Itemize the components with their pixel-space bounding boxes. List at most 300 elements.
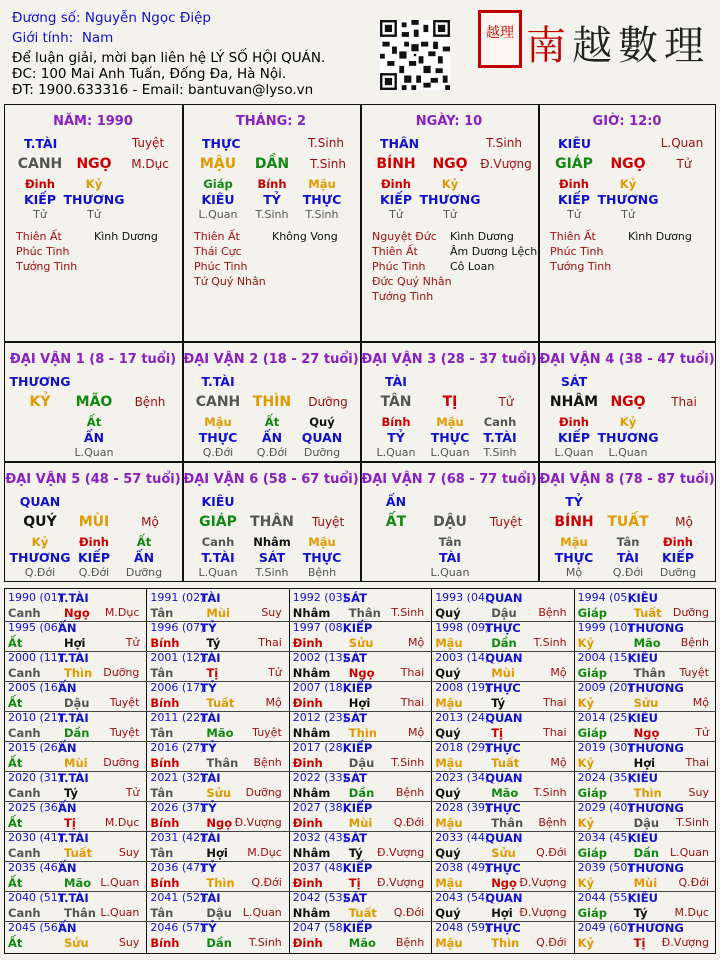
year-stage: Đ.Vượng (519, 906, 567, 919)
year-stem: Bính (150, 756, 180, 770)
address-line: ĐC: 100 Mai Anh Tuấn, Đống Đa, Hà Nội. (12, 66, 287, 82)
year-label: 2014 (25) (577, 711, 632, 724)
hidden-stage: T.Sinh (305, 208, 339, 221)
year-cell (6, 801, 145, 831)
dai-van-hidden-stem: Canh (483, 415, 517, 429)
year-god: THỰC (485, 741, 521, 755)
year-stage: Tuyệt (679, 666, 709, 679)
year-label: 1994 (05) (577, 591, 632, 604)
year-cell (576, 891, 715, 921)
year-stage: T.Sinh (391, 756, 425, 769)
year-label: 2005 (16) (8, 681, 63, 694)
year-god: QUAN (485, 891, 523, 905)
year-god: TÀI (200, 771, 221, 785)
year-branch: Tuất (491, 756, 520, 770)
year-god: SÁT (342, 831, 367, 845)
year-cell (291, 891, 430, 921)
dai-van-hidden-stage: Q.Đới (256, 446, 288, 459)
hidden-stem: Giáp (203, 177, 233, 191)
dai-van-hidden-stage: Bệnh (307, 566, 337, 579)
dai-van-hidden-god: ẤN (261, 430, 283, 445)
year-god: T.TÀI (58, 591, 89, 605)
dai-van-hidden-god: ẤN (83, 430, 105, 445)
dai-van-stage: Mộ (141, 515, 159, 529)
year-god: THỰC (485, 921, 521, 935)
year-branch: Dần (348, 786, 375, 800)
year-stem: Tân (150, 906, 174, 920)
dai-van-hidden-stage: Q.Đới (78, 566, 110, 579)
hidden-god: THƯƠNG (419, 192, 481, 207)
pillar-title: GIỜ: 12:0 (592, 114, 662, 129)
year-label: 1991 (02) (150, 591, 205, 604)
logo (478, 10, 710, 80)
year-cell (148, 711, 287, 741)
year-label: 2007 (18) (292, 681, 347, 694)
dai-van-stem: KỶ (29, 394, 51, 410)
year-stage: L.Quan (670, 846, 709, 859)
year-branch: Thìn (348, 726, 377, 740)
star-left: Phúc Tinh (550, 245, 604, 258)
dai-van-god: TÀI (385, 374, 407, 389)
year-cell (576, 651, 715, 681)
hidden-stem: Kỷ (619, 177, 637, 191)
year-cell (433, 831, 572, 861)
year-cell (433, 891, 572, 921)
year-stage: Tử (125, 636, 140, 649)
year-branch: Tị (348, 876, 361, 890)
pillar-stage: Tử (676, 157, 692, 171)
year-branch: Tý (491, 696, 506, 710)
year-stage: Tử (125, 786, 140, 799)
year-stage: T.Sinh (533, 636, 567, 649)
dai-van-branch: THÌN (252, 394, 292, 410)
dai-van-hidden-god: THỰC (430, 430, 470, 445)
year-stem: Đinh (292, 696, 323, 710)
year-label: 2017 (28) (292, 741, 347, 754)
year-stage: M.Dục (247, 846, 282, 859)
dai-van-title: ĐẠI VẬN 7 (68 - 77 tuổi) (361, 472, 537, 487)
dai-van-stem: ẤT (385, 514, 407, 530)
year-stage: Tuyệt (109, 726, 140, 739)
year-cell (148, 801, 287, 831)
year-cell (576, 681, 715, 711)
year-cell (433, 621, 572, 651)
dai-van-stem: QUÝ (23, 514, 57, 530)
year-god: THỰC (485, 861, 521, 875)
year-stage: Tử (695, 726, 709, 739)
dai-van-stage: Mộ (675, 515, 693, 529)
year-stem: Canh (8, 666, 41, 680)
year-cell (148, 651, 287, 681)
year-stem: Đinh (292, 756, 323, 770)
year-cell (433, 861, 572, 891)
year-branch: Sửu (206, 786, 232, 800)
pillar-title: THÁNG: 2 (235, 114, 307, 129)
year-stem: Ất (8, 816, 23, 830)
dai-van-hidden-stem: Bính (381, 415, 411, 429)
year-stem: Ất (8, 936, 23, 950)
year-label: 1992 (03) (292, 591, 347, 604)
hidden-stage: Tử (567, 208, 581, 221)
year-god: THƯƠNG (627, 621, 684, 635)
year-cell (6, 831, 145, 861)
hidden-god: KIẾP (379, 192, 413, 207)
year-label: 2031 (42) (150, 831, 205, 844)
year-branch: Dần (206, 936, 232, 950)
year-stem: Tân (150, 846, 174, 860)
year-cell (576, 591, 715, 621)
year-branch: Dậu (206, 906, 232, 920)
hidden-god: THƯƠNG (597, 192, 659, 207)
year-label: 2035 (46) (8, 861, 63, 874)
year-cell (148, 831, 287, 861)
dai-van-hidden-god: THƯƠNG (597, 430, 659, 445)
year-label: 2048 (59) (435, 921, 490, 934)
year-branch: Tuất (348, 906, 377, 920)
year-branch: Thân (633, 666, 666, 680)
star-right: Kình Dương (628, 230, 692, 243)
year-branch: Dậu (64, 696, 90, 710)
dai-van-branch: DẬU (433, 514, 467, 530)
year-stage: Mộ (407, 726, 425, 739)
pillar-stem-god: KIÊU (558, 136, 592, 151)
dai-van-title: ĐẠI VẬN 8 (78 - 87 tuổi) (539, 472, 715, 487)
year-label: 2000 (11) (8, 651, 63, 664)
dai-van-hidden-stem: Kỷ (619, 415, 637, 429)
year-label: 2036 (47) (150, 861, 205, 874)
year-stem: Quý (435, 846, 461, 860)
pillar-branch: NGỌ (76, 156, 112, 172)
year-branch: Thìn (633, 786, 662, 800)
year-god: QUAN (485, 651, 523, 665)
year-branch: Tuất (64, 846, 93, 860)
dai-van-title: ĐẠI VẬN 5 (48 - 57 tuổi) (5, 472, 181, 487)
year-label: 2038 (49) (435, 861, 490, 874)
dai-van-stem: CANH (195, 394, 241, 410)
hidden-stem: Kỷ (85, 177, 103, 191)
year-branch: Tuất (206, 696, 235, 710)
year-god: KIÊU (627, 591, 658, 605)
year-label: 2043 (54) (435, 891, 490, 904)
year-branch: Mùi (491, 666, 515, 680)
year-stem: Kỷ (577, 876, 595, 890)
dai-van-stem: TÂN (380, 394, 412, 410)
year-cell (576, 741, 715, 771)
year-stem: Nhâm (292, 846, 331, 860)
year-branch: Hợi (491, 906, 513, 920)
year-god: THƯƠNG (627, 681, 684, 695)
year-label: 1999 (10) (577, 621, 632, 634)
year-god: TÀI (200, 651, 221, 665)
dai-van-hidden-stage: L.Quan (74, 446, 114, 459)
year-branch: Thân (206, 756, 239, 770)
year-branch: Ngọ (64, 606, 90, 620)
year-stage: Thai (685, 756, 709, 769)
year-stem: Quý (435, 906, 461, 920)
year-branch: Sửu (491, 846, 516, 860)
hidden-stage: Tử (33, 208, 47, 221)
dai-van-stage: Tuyệt (489, 515, 523, 529)
year-stage: Q.Đới (536, 936, 567, 949)
year-stage: Tuyệt (252, 726, 282, 739)
dai-van-title: ĐẠI VẬN 4 (38 - 47 tuổi) (539, 352, 715, 367)
year-stem: Kỷ (577, 816, 595, 830)
year-stage: Bệnh (538, 606, 567, 619)
year-stage: M.Dục (104, 816, 140, 829)
year-branch: Dần (633, 846, 660, 860)
year-branch: Mùi (206, 606, 230, 620)
year-branch: Sửu (633, 696, 659, 710)
dai-van-stage: Tuyệt (311, 515, 345, 529)
year-stage: Dưỡng (103, 666, 140, 679)
year-label: 2034 (45) (577, 831, 632, 844)
dai-van-stage: Tử (498, 395, 514, 409)
year-cell (6, 591, 145, 621)
year-god: T.TÀI (58, 651, 89, 665)
year-label: 2009 (20) (577, 681, 632, 694)
year-stage: T.Sinh (676, 816, 709, 829)
year-god: KIẾP (342, 861, 373, 875)
year-cell (6, 621, 145, 651)
dai-van-hidden-stem: Mậu (436, 415, 464, 429)
pillar-stem-god: THÂN (380, 136, 420, 151)
year-label: 2030 (41) (8, 831, 63, 844)
year-cell (6, 771, 145, 801)
logo-text: 南越數理 (526, 23, 710, 69)
year-stem: Giáp (577, 726, 607, 740)
year-label: 2021 (32) (150, 771, 205, 784)
hidden-god: THỰC (302, 192, 342, 207)
year-branch: Hợi (633, 756, 656, 770)
year-label: 2016 (27) (150, 741, 205, 754)
year-label: 2040 (51) (8, 891, 63, 904)
year-branch: Thìn (491, 936, 520, 950)
year-branch: Thìn (64, 666, 93, 680)
year-stage: Mộ (550, 666, 567, 679)
dai-van-hidden-god: KIẾP (557, 430, 591, 445)
pillar-title: NGÀY: 10 (415, 114, 483, 129)
year-stem: Nhâm (292, 666, 331, 680)
year-stem: Đinh (292, 936, 323, 950)
year-cell (6, 651, 145, 681)
year-label: 2049 (60) (577, 921, 632, 934)
star-right: Không Vong (272, 230, 338, 243)
year-stage: Thai (400, 666, 425, 679)
year-god: KIÊU (627, 891, 658, 905)
hidden-god: KIÊU (201, 192, 235, 207)
year-cell (148, 741, 287, 771)
year-stem: Mậu (435, 816, 463, 830)
year-label: 2008 (19) (435, 681, 490, 694)
year-stem: Quý (435, 666, 461, 680)
year-stage: Q.Đới (536, 846, 567, 859)
year-stage: Suy (688, 786, 709, 799)
year-label: 2011 (22) (150, 711, 205, 724)
dai-van-stage: Bệnh (134, 395, 166, 409)
year-god: ẤN (58, 801, 77, 815)
hidden-stage: Tử (621, 208, 635, 221)
year-god: TỶ (200, 741, 217, 755)
dai-van-hidden-stage: Dưỡng (125, 566, 163, 579)
year-label: 2020 (31) (8, 771, 63, 784)
year-branch: Dần (491, 636, 517, 650)
star-left: Thiên Ất (550, 230, 596, 243)
hidden-god: KIẾP (557, 192, 591, 207)
year-cell (6, 741, 145, 771)
dai-van-branch: TUẤT (607, 514, 649, 530)
year-branch: Tị (633, 936, 646, 950)
star-left: Thiên Ất (372, 245, 418, 258)
year-stage: Bệnh (538, 816, 567, 829)
year-stage: Suy (118, 936, 140, 949)
dai-van-hidden-stage: L.Quan (554, 446, 594, 459)
year-god: QUAN (485, 591, 523, 605)
year-stage: Q.Đới (251, 876, 282, 889)
year-cell (148, 921, 287, 951)
year-stage: Dưỡng (103, 756, 140, 769)
year-god: T.TÀI (58, 831, 89, 845)
gender-value: Nam (81, 30, 114, 46)
year-stem: Giáp (577, 666, 607, 680)
pillar-stem-god: T.TÀI (24, 136, 58, 151)
gender-line (12, 30, 113, 46)
year-stem: Kỷ (577, 636, 595, 650)
dai-van-hidden-stem: Đinh (559, 415, 589, 429)
year-cell (433, 921, 572, 951)
year-stage: Q.Đới (393, 906, 425, 919)
year-stem: Canh (8, 606, 41, 620)
year-stage: L.Quan (242, 906, 282, 919)
dai-van-hidden-god: THƯƠNG (9, 550, 71, 565)
year-branch: Ngọ (348, 666, 375, 680)
year-stem: Kỷ (577, 936, 595, 950)
year-god: ẤN (58, 621, 77, 635)
star-right: Kình Dương (450, 230, 514, 243)
year-god: THƯƠNG (627, 801, 684, 815)
year-cell (6, 711, 145, 741)
pillar-stage: T.Sinh (310, 157, 346, 171)
pillar-branch-stage: T.Sinh (486, 136, 522, 150)
year-branch: Tị (64, 816, 76, 830)
year-stem: Bính (150, 936, 180, 950)
dai-van-hidden-stem: Quý (309, 415, 335, 429)
year-stem: Canh (8, 846, 41, 860)
dai-van-hidden-stem: Canh (201, 535, 235, 549)
year-stage: L.Quan (100, 906, 140, 919)
star-right: Cô Loan (450, 260, 495, 273)
year-stem: Quý (435, 786, 461, 800)
year-god: TỶ (200, 681, 217, 695)
year-god: KIẾP (342, 801, 373, 815)
year-branch: Mùi (348, 816, 373, 830)
year-branch: Mão (633, 636, 661, 650)
year-cell (433, 801, 572, 831)
year-cell (148, 771, 287, 801)
hidden-stem: Đinh (25, 177, 55, 191)
dai-van-hidden-god: ẤN (133, 550, 155, 565)
year-god: THỰC (485, 801, 521, 815)
dai-van-hidden-stage: Q.Đới (202, 446, 234, 459)
year-stem: Giáp (577, 606, 607, 620)
year-cell (6, 921, 145, 951)
year-branch: Hợi (348, 696, 371, 710)
hidden-stage: L.Quan (198, 208, 238, 221)
year-stage: Đ.Vượng (376, 846, 425, 859)
year-stage: Thai (400, 696, 425, 709)
year-cell (576, 801, 715, 831)
year-label: 2026 (37) (150, 801, 205, 814)
dai-van-god: KIÊU (201, 494, 235, 509)
star-left: Phúc Tinh (16, 245, 70, 258)
year-stage: Q.Đới (393, 816, 425, 829)
year-branch: Tý (633, 906, 648, 920)
year-god: TỶ (200, 861, 217, 875)
dai-van-stem: BÍNH (554, 514, 594, 530)
year-cell (576, 831, 715, 861)
year-stage: Mộ (692, 696, 709, 709)
year-branch: Mão (348, 936, 376, 950)
pillar-stem: GIÁP (555, 156, 593, 172)
dai-van-title: ĐẠI VẬN 3 (28 - 37 tuổi) (361, 352, 537, 367)
year-god: SÁT (342, 891, 367, 905)
star-left: Phúc Tinh (194, 260, 248, 273)
dai-van-hidden-god: KIẾP (77, 550, 111, 565)
dai-van-hidden-god: THỰC (554, 550, 594, 565)
year-cell (433, 591, 572, 621)
year-label: 2032 (43) (292, 831, 347, 844)
year-cell (576, 861, 715, 891)
year-god: TÀI (200, 831, 221, 845)
dai-van-hidden-stage: T.Sinh (255, 566, 289, 579)
year-label: 2028 (39) (435, 801, 490, 814)
year-stem: Đinh (292, 636, 323, 650)
year-stage: Đ.Vượng (519, 876, 567, 889)
star-left: Tướng Tinh (550, 260, 612, 273)
year-branch: Sửu (348, 636, 374, 650)
year-cell (576, 621, 715, 651)
year-label: 2013 (24) (435, 711, 490, 724)
year-label: 2006 (17) (150, 681, 205, 694)
owner-name: Nguyễn Ngọc Điệp (84, 10, 211, 26)
year-stem: Đinh (292, 816, 323, 830)
pillar-stem: BÍNH (376, 156, 416, 172)
dai-van-hidden-stage: Dưỡng (659, 566, 697, 579)
dai-van-branch: NGỌ (610, 394, 646, 410)
dai-van-hidden-stage: L.Quan (376, 446, 416, 459)
year-cell (576, 711, 715, 741)
year-stem: Mậu (435, 756, 463, 770)
year-stage: Suy (118, 846, 140, 859)
year-branch: Mão (206, 726, 234, 740)
year-cell (291, 621, 430, 651)
year-god: ẤN (58, 681, 77, 695)
star-left: Tướng Tinh (16, 260, 78, 273)
year-stage: Đ.Vượng (661, 936, 709, 949)
year-stem: Quý (435, 726, 461, 740)
dai-van-branch: THÂN (250, 514, 294, 530)
qr-code-icon[interactable] (380, 20, 450, 90)
star-left: Tứ Quý Nhân (194, 275, 266, 288)
year-stage: Q.Đới (678, 876, 709, 889)
year-branch: Mão (64, 876, 92, 890)
year-branch: Ngọ (633, 726, 660, 740)
year-god: THƯƠNG (627, 861, 684, 875)
year-stage: Đ.Vượng (376, 876, 425, 889)
hidden-stem: Đinh (381, 177, 411, 191)
dai-van-hidden-god: TỶ (387, 430, 405, 445)
year-stem: Mậu (435, 696, 463, 710)
year-label: 2042 (53) (292, 891, 347, 904)
